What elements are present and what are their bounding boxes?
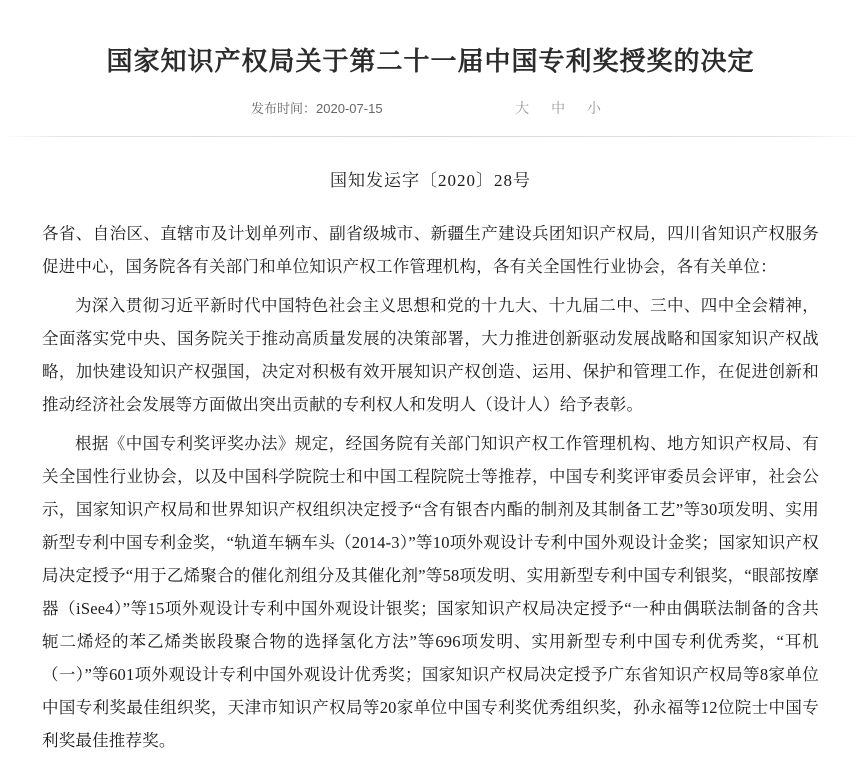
paragraph-awards: 根据《中国专利奖评奖办法》规定，经国务院有关部门知识产权工作管理机构、地方知识产权局、有关全国性行业协会，以及中国科学院院士和中国工程院院士等推荐，中国专利奖评审委员会评审，社会公示，国家知识产权局和世界知识产权组织决定授予“含有银杏内酯的制剂及其制备工艺”等30项发明、实用新型专利中国专利金奖，“轨道车辆车头（2014-3）”等10项外观设计专利中国外观设计金奖；国家知识产权局决定授予“用于乙烯聚合的催化剂组分及其催化剂”等58项发明、实用新型专利中国专利银奖，“眼部按摩器（iSee4）”等15项外观设计专利中国外观设计银奖；国家知识产权局决定授予“一种由偶联法制备的含共轭二烯烃的苯乙烯类嵌段聚合物的选择氢化方法”等696项发明、实用新型专利中国专利优秀奖，“耳机（一）”等601项外观设计专利中国外观设计优秀奖；国家知识产权局决定授予广东省知识产权局等8家单位中国专利奖最佳组织奖，天津市知识产权局等20家单位中国专利奖优秀组织奖，孙永福等12位院士中国专利奖最佳推荐奖。 bbox=[42, 433, 819, 750]
font-size-large-button[interactable]: 大 bbox=[515, 99, 530, 116]
font-size-medium-button[interactable]: 中 bbox=[551, 99, 566, 116]
document-body bbox=[0, 166, 861, 757]
font-size-controls bbox=[506, 98, 610, 118]
page-title: 国家知识产权局关于第二十一届中国专利奖授奖的决定 bbox=[106, 46, 755, 77]
header-divider-wrap bbox=[0, 130, 861, 144]
document-number: 国知发运字〔2020〕28号 bbox=[330, 170, 531, 190]
meta-inner bbox=[251, 98, 610, 118]
header-divider bbox=[0, 136, 861, 137]
document-page bbox=[0, 17, 861, 750]
document-meta-bar bbox=[0, 98, 861, 128]
paragraph-background: 为深入贯彻习近平新时代中国特色社会主义思想和党的十九大、十九届二中、三中、四中全会精神，全面落实党中央、国务院关于推动高质量发展的决策部署，大力推进创新驱动发展战略和国家知识产权战略，加快建设知识产权强国，决定对积极有效开展知识产权创造、运用、保护和管理工作，在促进创新和推动经济社会发展等方面做出突出贡献的专利权人和发明人（设计人）给予表彰。 bbox=[42, 295, 819, 414]
publish-time: 发布时间：2020-07-15 bbox=[251, 101, 383, 117]
paragraph-recipients: 各省、自治区、直辖市及计划单列市、副省级城市、新疆生产建设兵团知识产权局，四川省知识产权服务促进中心，国务院各有关部门和单位知识产权工作管理机构，各有关全国性行业协会，各有关单位： bbox=[42, 223, 819, 276]
font-size-small-button[interactable]: 小 bbox=[586, 99, 601, 116]
